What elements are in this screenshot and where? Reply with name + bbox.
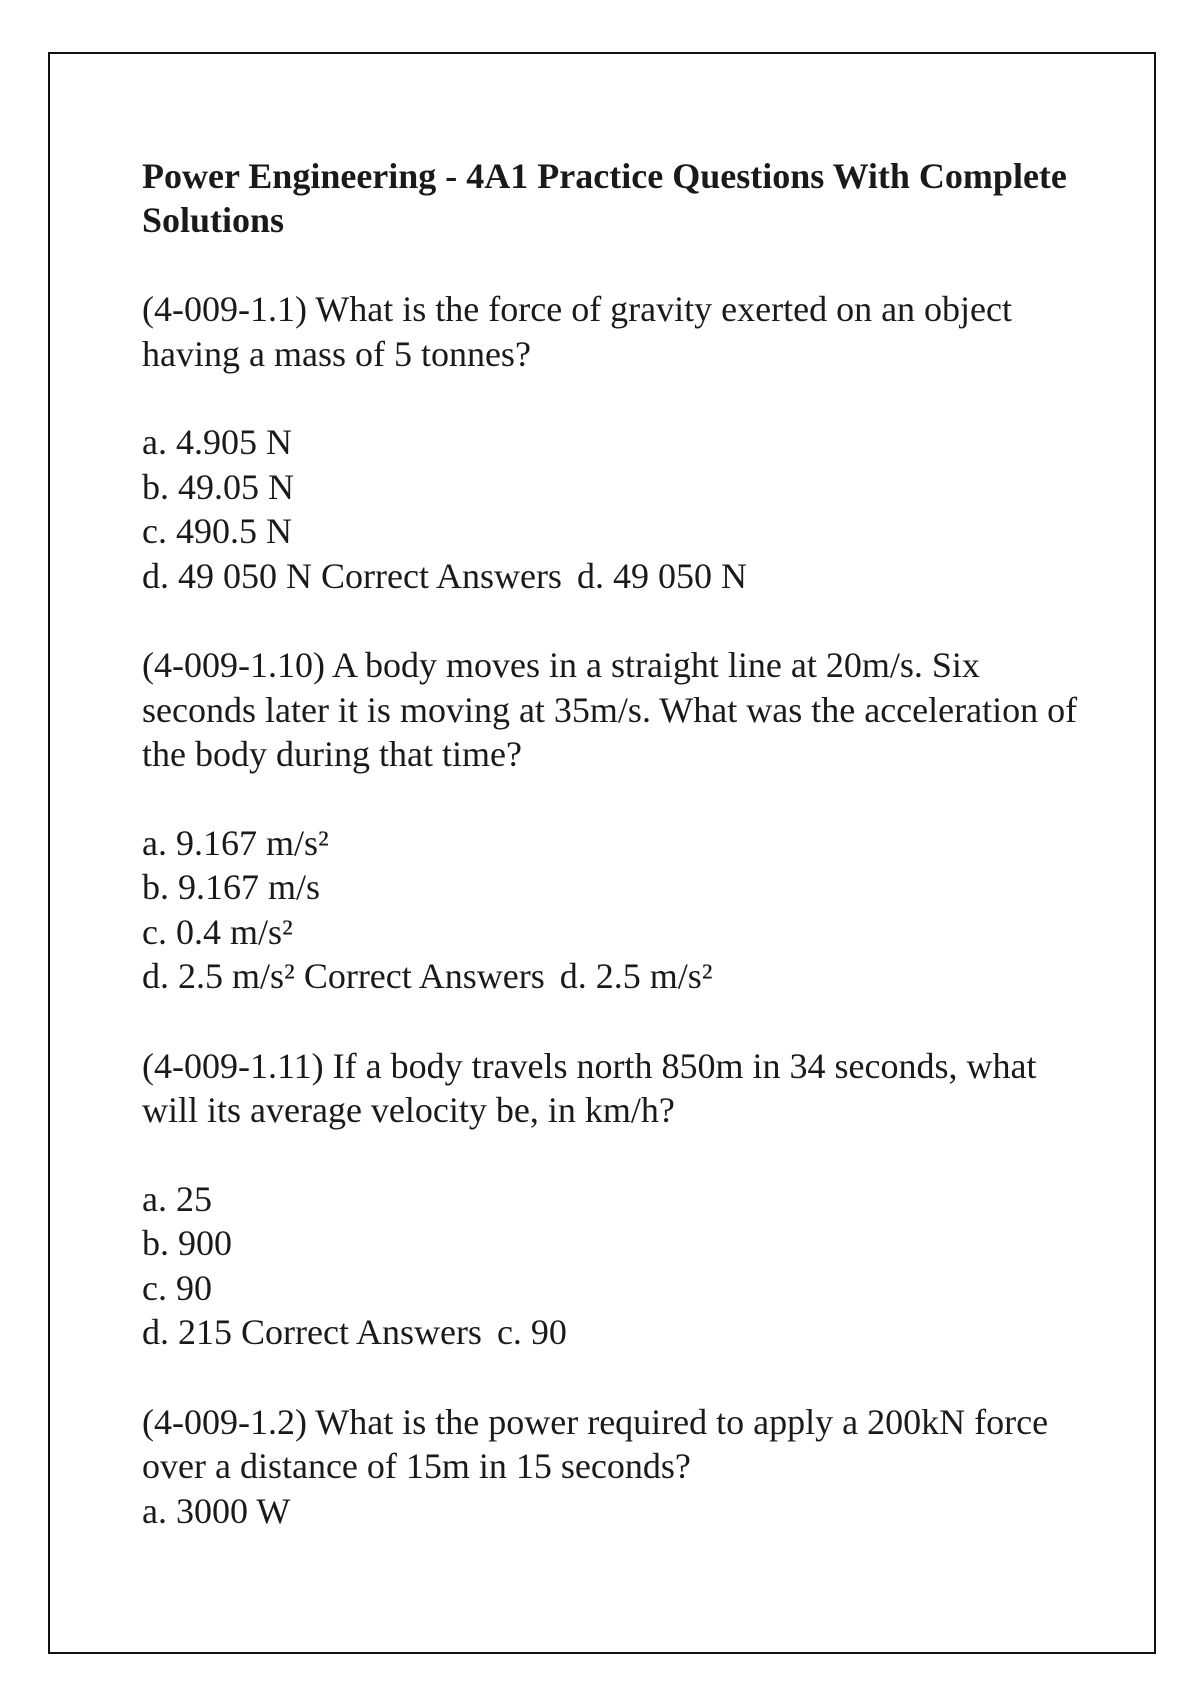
option-a: a. 4.905 N: [142, 422, 292, 462]
question-3: [142, 1044, 1082, 1355]
question-1: [142, 287, 1082, 598]
option-b: b. 900: [142, 1223, 232, 1263]
correct-answer: d. 2.5 m/s²: [559, 956, 713, 996]
answer-options: [142, 1177, 1082, 1355]
question-text: (4-009-1.1) What is the force of gravity exerted on an object having a mass of 5 tonnes?: [142, 289, 1013, 374]
question-2: [142, 643, 1082, 999]
option-a: a. 9.167 m/s²: [142, 822, 329, 863]
correct-answer: d. 49 050 N: [576, 555, 747, 596]
question-4: [142, 1400, 1082, 1534]
correct-answers-label: Correct Answers: [303, 956, 545, 996]
question-text: (4-009-1.2) What is the power required to apply a 200kN force over a distance of 15m in 15 seconds?: [142, 1401, 1049, 1486]
document-body: [142, 154, 1082, 1578]
option-d: d. 2.5 m/s²: [142, 956, 295, 996]
document-title: Power Engineering - 4A1 Practice Questions With Complete Solutions: [142, 156, 1067, 240]
answer-options: [142, 420, 1082, 598]
option-d: d. 215: [142, 1312, 232, 1352]
option-a: a. 25: [142, 1178, 212, 1219]
option-d-line: [142, 1310, 1082, 1355]
correct-answer: c. 90: [496, 1312, 567, 1352]
option-b: b. 9.167 m/s: [142, 867, 321, 907]
option-d: d. 49 050 N: [142, 555, 312, 596]
option-c: c. 90: [142, 1267, 212, 1308]
option-b: b. 49.05 N: [142, 466, 294, 507]
answer-options: [142, 821, 1082, 999]
option-d-line: [142, 554, 1082, 599]
option-c: c. 0.4 m/s²: [142, 911, 293, 952]
option-c: c. 490.5 N: [142, 511, 292, 551]
question-text: (4-009-1.11) If a body travels north 850m in 34 seconds, what will its average velocity be, in km/h?: [142, 1045, 1037, 1130]
question-text: (4-009-1.10) A body moves in a straight line at 20m/s. Six seconds later it is moving at 35m/s. What was the acceleration of the body during that time?: [142, 645, 1078, 774]
option-d-line: [142, 954, 1082, 999]
correct-answers-label: Correct Answers: [321, 555, 562, 596]
answer-options: [142, 1489, 1082, 1534]
correct-answers-label: Correct Answers: [241, 1312, 482, 1352]
option-a: a. 3000 W: [142, 1490, 291, 1531]
